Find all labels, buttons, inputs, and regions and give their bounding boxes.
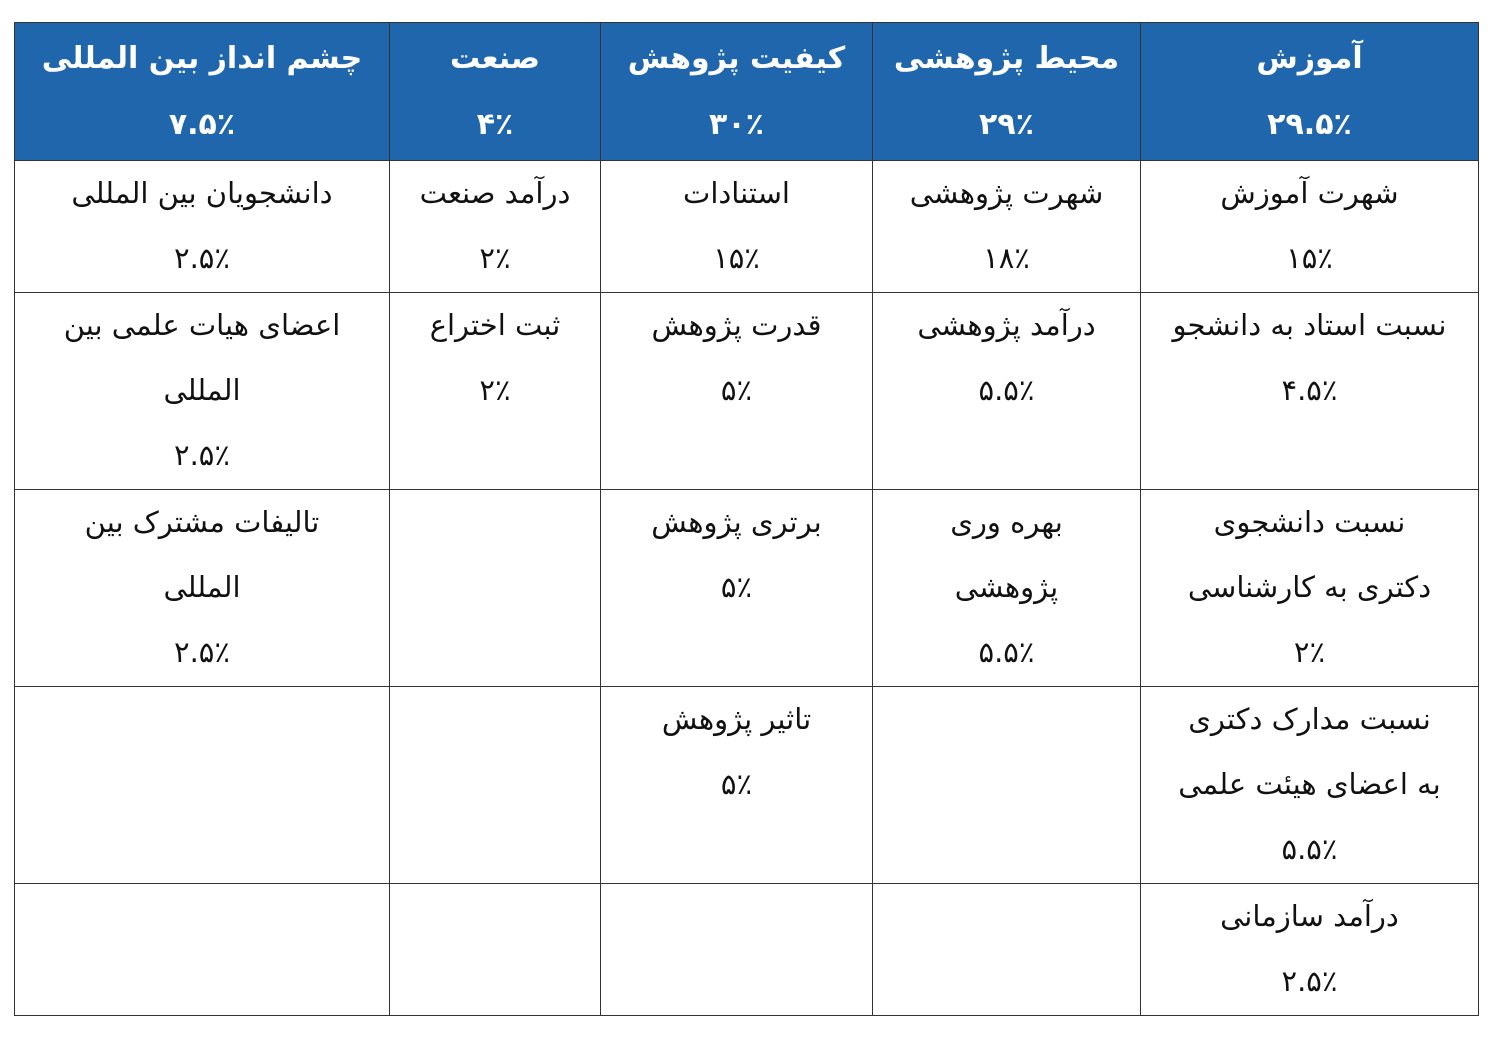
table-cell: [1141, 293, 1479, 490]
criterion-weight: ۵٪: [720, 373, 753, 407]
criterion-label-line-2: المللی: [163, 570, 241, 604]
criterion-weight: ۱۵٪: [1286, 241, 1333, 275]
header-research-environment: [873, 23, 1141, 161]
table-cell: [15, 161, 390, 293]
ranking-criteria-table: [14, 22, 1479, 1016]
criterion-label: برتری پژوهش: [651, 505, 822, 539]
table-cell: [1141, 884, 1479, 1016]
header-weight: ۲۹٪: [979, 106, 1034, 142]
table-cell: [873, 161, 1141, 293]
ranking-criteria-table-container: [14, 22, 1478, 1016]
criterion-weight: ۲.۵٪: [174, 438, 230, 472]
table-cell: [601, 490, 873, 687]
table-cell: [390, 161, 601, 293]
header-title: آموزش: [1256, 40, 1363, 76]
table-row: [15, 161, 1479, 293]
empty-cell: [873, 884, 1141, 1016]
empty-cell: [390, 884, 601, 1016]
criterion-weight: ۱۵٪: [713, 241, 760, 275]
empty-cell: [15, 884, 390, 1016]
empty-cell: [873, 687, 1141, 884]
table-cell: [601, 161, 873, 293]
criterion-label-line-1: نسبت مدارک دکتری: [1188, 702, 1431, 736]
criterion-weight: ۵.۵٪: [978, 373, 1035, 407]
criterion-label-line-1: بهره وری: [950, 505, 1063, 539]
criterion-label-line-2: پژوهشی: [954, 570, 1059, 604]
criterion-label-line-2: دکتری به کارشناسی: [1187, 570, 1432, 604]
criterion-label: استنادات: [683, 176, 790, 210]
header-weight: ۳۰٪: [709, 106, 764, 142]
criterion-label: درآمد سازمانی: [1220, 899, 1399, 933]
header-title: محیط پژوهشی: [893, 40, 1120, 76]
criterion-weight: ۱۸٪: [983, 241, 1030, 275]
criterion-label: قدرت پژوهش: [651, 308, 822, 342]
criterion-label-line-1: نسبت دانشجوی: [1213, 505, 1406, 539]
empty-cell: [601, 884, 873, 1016]
criterion-weight: ۵٪: [720, 570, 753, 604]
empty-cell: [15, 687, 390, 884]
header-title: صنعت: [450, 40, 540, 76]
header-title: کیفیت پژوهش: [627, 40, 846, 76]
criterion-label: ثبت اختراع: [429, 308, 561, 342]
header-weight: ۴٪: [476, 106, 514, 142]
table-cell: [1141, 490, 1479, 687]
header-international-outlook: [15, 23, 390, 161]
empty-cell: [390, 490, 601, 687]
criterion-label: شهرت آموزش: [1220, 176, 1399, 210]
table-cell: [873, 293, 1141, 490]
table-cell: [15, 293, 390, 490]
criterion-weight: ۲٪: [479, 373, 511, 407]
header-row: [15, 23, 1479, 161]
criterion-weight: ۵.۵٪: [1281, 832, 1338, 866]
criterion-weight: ۵.۵٪: [978, 635, 1035, 669]
table-cell: [390, 293, 601, 490]
criterion-label: شهرت پژوهشی: [909, 176, 1104, 210]
criterion-label: دانشجویان بین المللی: [71, 176, 333, 210]
criterion-label: درآمد پژوهشی: [917, 308, 1096, 342]
criterion-weight: ۵٪: [720, 767, 753, 801]
criterion-weight: ۲٪: [1293, 635, 1326, 669]
table-cell: [873, 490, 1141, 687]
criterion-label-line-2: المللی: [163, 373, 241, 407]
table-row: [15, 687, 1479, 884]
empty-cell: [390, 687, 601, 884]
criterion-label-line-1: اعضای هیات علمی بین: [63, 308, 341, 342]
criterion-label: تاثیر پژوهش: [661, 702, 812, 736]
header-weight: ۲۹.۵٪: [1267, 106, 1352, 142]
criterion-label: درآمد صنعت: [419, 176, 571, 210]
header-title: چشم انداز بین المللی: [41, 40, 363, 76]
criterion-weight: ۲.۵٪: [174, 635, 230, 669]
table-cell: [1141, 161, 1479, 293]
table-row: [15, 490, 1479, 687]
table-row: [15, 884, 1479, 1016]
header-research-quality: [601, 23, 873, 161]
header-weight: ۷.۵٪: [168, 106, 236, 142]
table-cell: [15, 490, 390, 687]
criterion-weight: ۲٪: [479, 241, 511, 275]
criterion-weight: ۴.۵٪: [1281, 373, 1338, 407]
criterion-label-line-2: به اعضای هیئت علمی: [1178, 767, 1441, 801]
table-cell: [601, 687, 873, 884]
table-cell: [601, 293, 873, 490]
header-industry: [390, 23, 601, 161]
criterion-weight: ۲.۵٪: [1281, 964, 1338, 998]
header-teaching: [1141, 23, 1479, 161]
criterion-label-line-1: تالیفات مشترک بین: [84, 505, 320, 539]
table-cell: [1141, 687, 1479, 884]
criterion-weight: ۲.۵٪: [174, 241, 230, 275]
criterion-label: نسبت استاد به دانشجو: [1172, 308, 1447, 342]
table-row: [15, 293, 1479, 490]
